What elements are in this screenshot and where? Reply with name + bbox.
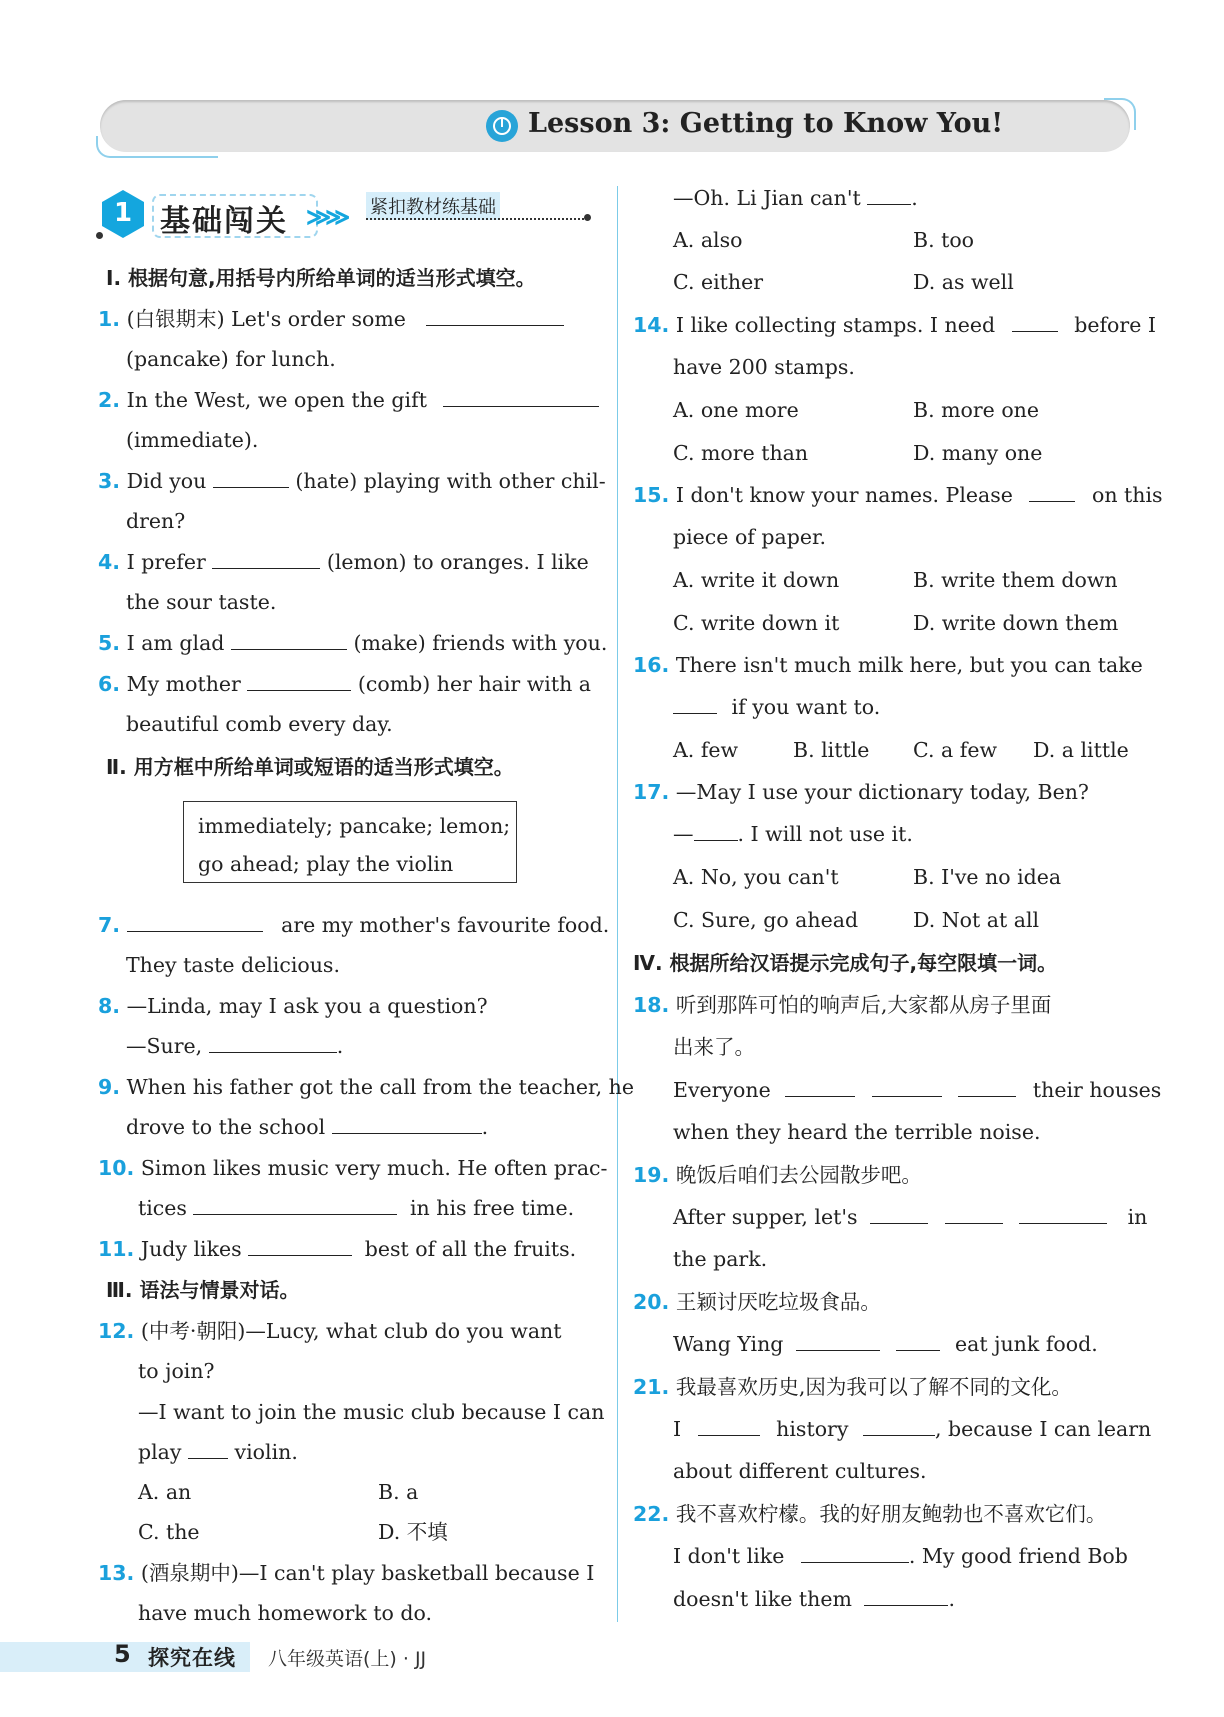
question-number: 10. [98,1156,135,1180]
question-22-line-2 [673,1542,1128,1570]
question-text: (酒泉期中)—I can't play basketball because I [140,1561,595,1585]
question-text: drove to the school [126,1115,326,1139]
question-text: doesn't like them [673,1587,852,1611]
double-chevron-icon: ≫≫ [306,202,345,231]
answer-blank[interactable] [209,1032,337,1053]
answer-blank[interactable] [332,1113,482,1134]
question-text: history [776,1417,849,1441]
question-text: I like collecting stamps. I need [675,313,996,337]
question-number: 22. [633,1502,670,1526]
question-number: 4. [98,550,121,574]
option-d[interactable]: D. a little [1033,738,1129,762]
brand-name: 探究在线 [148,1646,236,1670]
lesson-title-bar [100,100,1130,152]
question-number: 2. [98,388,121,412]
question-text: In the West, we open the gift [126,388,427,412]
answer-blank[interactable] [1029,481,1075,502]
option-d[interactable]: D. write down them [913,611,1119,635]
question-10-line-2 [138,1194,574,1222]
answer-blank[interactable] [870,1203,928,1224]
question-text: have much homework to do. [138,1601,432,1625]
question-text: their houses [1032,1078,1162,1102]
answer-blank[interactable] [1019,1203,1107,1224]
option-d[interactable]: D. 不填 [378,1520,448,1544]
question-20-line-2 [673,1330,1098,1358]
answer-blank[interactable] [188,1438,228,1459]
question-number: 15. [633,483,670,507]
answer-blank[interactable] [698,1415,760,1436]
question-10 [98,1154,607,1182]
question-number: 17. [633,780,670,804]
question-text: —Sure, [126,1034,203,1058]
question-number: 3. [98,469,121,493]
option-c[interactable]: C. the [138,1520,200,1544]
word-box-line-2: go ahead; play the violin [198,852,454,876]
question-1 [98,305,564,333]
option-b[interactable]: B. more one [913,398,1040,422]
answer-blank[interactable] [867,184,911,205]
question-text: (make) friends with you. [353,631,608,655]
question-19-line-2 [673,1203,1147,1231]
question-text: I [673,1417,682,1441]
question-text: —May I use your dictionary today, Ben? [675,780,1089,804]
word-box-line-1: immediately; pancake; lemon; [198,814,511,838]
option-b[interactable]: B. write them down [913,568,1118,592]
section-number: 1 [113,198,133,228]
question-3 [98,467,606,495]
question-text: I don't know your names. Please [675,483,1013,507]
answer-blank[interactable] [426,305,564,326]
option-d[interactable]: D. Not at all [913,908,1040,932]
section-name: 基础闯关 [152,194,318,238]
question-text: (中考·朝阳)—Lucy, what club do you want [140,1319,562,1343]
lesson-title: Lesson 3: Getting to Know You! [528,108,1004,139]
question-text: 出来了。 [673,1035,755,1059]
question-text: on this [1091,483,1163,507]
question-text: My mother [126,672,241,696]
question-22-line-3 [673,1585,955,1613]
question-text: (白银期末) Let's order some [126,307,406,331]
answer-blank[interactable] [443,386,599,407]
answer-blank[interactable] [796,1330,880,1351]
part-1-heading: Ⅰ. 根据句意,用括号内所给单词的适当形式填空。 [106,266,536,290]
question-text: in his free time. [410,1196,575,1220]
question-9-line-2 [126,1113,488,1141]
question-16-line-2 [673,693,880,721]
question-text: —Linda, may I ask you a question? [126,994,488,1018]
answer-blank[interactable] [231,629,347,650]
question-12-line-4 [138,1438,298,1466]
question-text: . [481,1115,489,1139]
question-number: 20. [633,1290,670,1314]
question-text: 晚饭后咱们去公园散步吧。 [675,1163,922,1187]
question-text: beautiful comb every day. [126,712,393,736]
question-text: (lemon) to oranges. I like [326,550,589,574]
question-text: . I will not use it. [737,822,913,846]
question-text: —I want to join the music club because I can [138,1400,605,1424]
option-c[interactable]: C. Sure, go ahead [673,908,859,932]
option-c[interactable]: C. either [673,270,764,294]
answer-blank[interactable] [945,1203,1003,1224]
part-3-heading: Ⅲ. 语法与情景对话。 [106,1278,300,1302]
answer-blank[interactable] [801,1542,909,1563]
answer-blank[interactable] [213,467,289,488]
question-number: 14. [633,313,670,337]
question-text: — [673,822,694,846]
column-divider [617,186,618,1622]
question-17 [633,778,1089,806]
question-18-line-3 [673,1076,1161,1104]
option-c[interactable]: C. more than [673,441,809,465]
dotted-line [366,218,584,220]
question-12 [98,1317,562,1345]
answer-blank[interactable] [673,693,717,714]
option-a[interactable]: A. also [673,228,743,252]
question-text: piece of paper. [673,525,827,549]
question-text: 我最喜欢历史,因为我可以了解不同的文化。 [675,1375,1072,1399]
question-text: I am glad [126,631,225,655]
question-text: . My good friend Bob [908,1544,1128,1568]
answer-blank[interactable] [785,1076,855,1097]
word-box [183,801,517,883]
question-text: eat junk food. [955,1332,1098,1356]
question-13-continued [673,184,918,212]
question-text: have 200 stamps. [673,355,855,379]
question-number: 6. [98,672,121,696]
question-number: 8. [98,994,121,1018]
option-a[interactable]: A. No, you can't [673,865,839,889]
question-number: 16. [633,653,670,677]
question-text: Wang Ying [673,1332,784,1356]
answer-blank[interactable] [896,1330,940,1351]
clock-icon [486,110,518,142]
question-15 [633,481,1163,509]
question-21-line-2 [673,1415,1151,1443]
question-text: I prefer [126,550,206,574]
question-14 [633,311,1156,339]
question-number: 13. [98,1561,135,1585]
question-text: about different cultures. [673,1459,927,1483]
question-text: the sour taste. [126,590,277,614]
section-badge [102,190,144,238]
question-text: (immediate). [126,428,259,452]
answer-blank[interactable] [248,1235,352,1256]
option-c[interactable]: C. a few [913,738,997,762]
question-text: Did you [126,469,207,493]
question-text: , because I can learn [934,1417,1152,1441]
section-subtitle: 紧扣教材练基础 [366,192,500,220]
question-text: in [1127,1205,1148,1229]
answer-blank[interactable] [872,1076,942,1097]
question-text: when they heard the terrible noise. [673,1120,1041,1144]
question-7 [98,911,609,939]
question-22 [633,1500,1106,1528]
answer-blank[interactable] [193,1194,397,1215]
question-18 [633,991,1051,1019]
question-text: before I [1074,313,1156,337]
question-13 [98,1559,594,1587]
question-text: to join? [138,1359,215,1383]
answer-blank[interactable] [247,670,351,691]
question-text: 我不喜欢柠檬。我的好朋友鲍勃也不喜欢它们。 [675,1502,1107,1526]
option-d[interactable]: D. as well [913,270,1014,294]
answer-blank[interactable] [212,548,320,569]
decor-dot [584,214,591,221]
question-9 [98,1073,634,1101]
question-8 [98,992,488,1020]
option-b[interactable]: B. too [913,228,975,252]
question-number: 11. [98,1237,135,1261]
option-c[interactable]: C. write down it [673,611,840,635]
option-b[interactable]: B. little [793,738,870,762]
question-text: . [948,1587,955,1611]
question-4 [98,548,589,576]
book-title: 八年级英语(上) · JJ [268,1648,427,1670]
question-17-line-2 [673,820,913,848]
question-text: . [336,1034,344,1058]
question-text: (pancake) for lunch. [126,347,336,371]
question-text: best of all the fruits. [364,1237,577,1261]
question-text: 王颖讨厌吃垃圾食品。 [675,1290,881,1314]
question-text: tices [138,1196,187,1220]
option-a[interactable]: A. an [138,1480,192,1504]
answer-blank[interactable] [694,820,738,841]
question-text: —Oh. Li Jian can't [673,186,861,210]
question-text: After supper, let's [673,1205,858,1229]
question-text: if you want to. [731,695,881,719]
question-text: the park. [673,1247,768,1271]
question-number: 19. [633,1163,670,1187]
question-number: 5. [98,631,121,655]
question-text: I don't like [673,1544,785,1568]
question-2 [98,386,599,414]
question-19 [633,1161,922,1189]
question-20 [633,1288,881,1316]
question-text: . [911,186,918,210]
question-text: Everyone [673,1078,771,1102]
question-text: violin. [234,1440,298,1464]
option-a[interactable]: A. write it down [673,568,840,592]
answer-blank[interactable] [127,911,263,932]
option-d[interactable]: D. many one [913,441,1043,465]
option-a[interactable]: A. one more [673,398,799,422]
question-11 [98,1235,576,1263]
part-4-heading: Ⅳ. 根据所给汉语提示完成句子,每空限填一词。 [633,951,1058,975]
question-text: (hate) playing with other chil- [295,469,606,493]
question-6 [98,670,591,698]
question-number: 7. [98,913,121,937]
question-5 [98,629,607,657]
part-2-heading: Ⅱ. 用方框中所给单词或短语的适当形式填空。 [106,755,514,779]
question-text: Simon likes music very much. He often prac- [140,1156,608,1180]
page-number: 5 [114,1640,131,1668]
question-number: 1. [98,307,121,331]
question-text: (comb) her hair with a [357,672,592,696]
option-b[interactable]: B. a [378,1480,419,1504]
question-21 [633,1373,1072,1401]
question-text: There isn't much milk here, but you can take [675,653,1143,677]
question-text: are my mother's favourite food. [281,913,610,937]
answer-blank[interactable] [958,1076,1016,1097]
question-text: Judy likes [140,1237,242,1261]
question-16 [633,651,1143,679]
question-number: 12. [98,1319,135,1343]
question-text: play [138,1440,182,1464]
question-8-answer [126,1032,343,1060]
question-number: 9. [98,1075,121,1099]
answer-blank[interactable] [864,1585,948,1606]
question-text: 听到那阵可怕的响声后,大家都从房子里面 [675,993,1052,1017]
answer-blank[interactable] [863,1415,935,1436]
option-b[interactable]: B. I've no idea [913,865,1062,889]
question-text: They taste delicious. [126,953,340,977]
question-text: dren? [126,509,186,533]
answer-blank[interactable] [1012,311,1058,332]
option-a[interactable]: A. few [673,738,739,762]
page-footer [0,1636,1224,1676]
question-text: When his father got the call from the teacher, he [126,1075,634,1099]
question-number: 18. [633,993,670,1017]
question-number: 21. [633,1375,670,1399]
